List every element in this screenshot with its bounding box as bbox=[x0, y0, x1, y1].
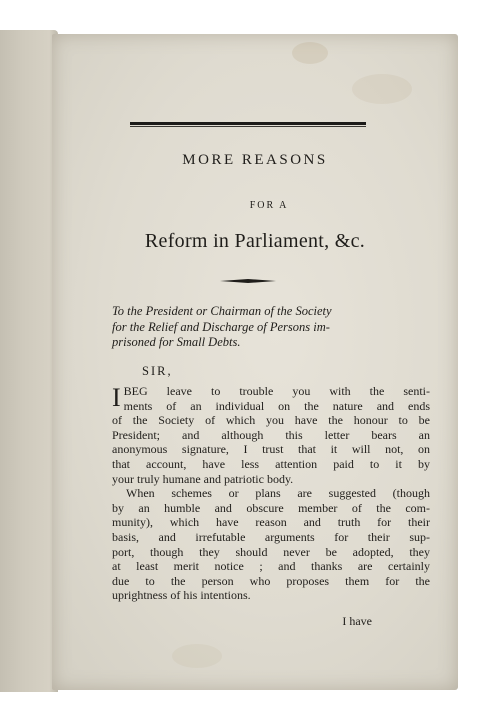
text-line: anonymous signature, I trust that it will not, on bbox=[112, 442, 430, 457]
text-line: port, though they should never be adopted, they bbox=[112, 544, 430, 559]
text-line: due to the person who proposes them for the bbox=[112, 573, 430, 588]
text-line: ments of an individual on the nature and ends bbox=[123, 398, 430, 413]
header-rule-thin bbox=[130, 126, 366, 127]
text-line: by an humble and obscure member of the com- bbox=[112, 500, 430, 515]
text-line: basis, and irrefutable arguments for their sup- bbox=[112, 529, 430, 544]
text-line: at least merit notice ; and thanks are certainly bbox=[112, 559, 430, 574]
title-reform: Reform in Parliament, &c. bbox=[144, 230, 366, 252]
text-line: President; and although this letter bears an bbox=[112, 427, 430, 442]
text-line: BEG leave to trouble you with the senti- bbox=[123, 384, 430, 398]
text-line: munity), which have reason and truth for their bbox=[112, 515, 430, 530]
letter-body bbox=[112, 384, 430, 603]
address-block bbox=[112, 304, 428, 351]
text-line: When schemes or plans are suggested (though bbox=[126, 486, 430, 501]
foxing-spot bbox=[352, 74, 412, 104]
text-line: of the Society of which you have the honour to be bbox=[112, 413, 430, 428]
salutation: SIR, bbox=[142, 364, 173, 378]
foxing-spot bbox=[172, 644, 222, 668]
header-rule bbox=[130, 122, 366, 125]
title-for-a: FOR A bbox=[249, 200, 289, 211]
paragraph-1 bbox=[112, 384, 430, 486]
drop-cap: I bbox=[112, 383, 121, 412]
foxing-spot bbox=[292, 42, 328, 64]
paragraph-2 bbox=[112, 486, 430, 603]
catchword: I have bbox=[342, 614, 372, 628]
text-line: your truly humane and patriotic body. bbox=[112, 471, 294, 486]
book-page bbox=[52, 34, 458, 690]
address-line: for the Relief and Discharge of Persons im- bbox=[112, 319, 330, 334]
text-line: that account, have less attention paid to it by bbox=[112, 456, 430, 471]
previous-leaf-edge bbox=[0, 30, 58, 692]
title-more-reasons: MORE REASONS bbox=[182, 152, 328, 168]
ornament-rule bbox=[220, 278, 276, 284]
address-line: To the President or Chairman of the Society bbox=[112, 304, 332, 318]
address-line: prisoned for Small Debts. bbox=[112, 335, 241, 349]
text-line: uprightness of his intentions. bbox=[112, 588, 251, 603]
